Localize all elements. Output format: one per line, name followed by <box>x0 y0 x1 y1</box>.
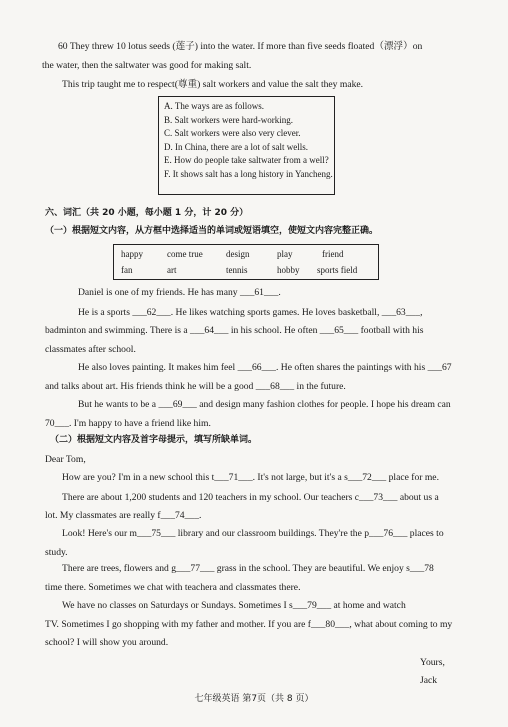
passage-line: classmates after school. <box>45 344 136 355</box>
reading-line-3: This trip taught me to respect(尊重) salt workers and value the salt they make. <box>62 79 364 90</box>
option-f: F. It shows salt has a long history in Yancheng. <box>164 168 333 179</box>
part2-instruction: （二）根据短文内容及首字母提示，填写所缺单词。 <box>50 435 258 445</box>
options-box <box>158 96 335 195</box>
letter-line: school? I will show you around. <box>45 637 169 648</box>
option-a: A. The ways are as follows. <box>164 101 265 111</box>
passage-line: He also loves painting. It makes him feel ___66___. He often shares the paintings with his ___67 <box>78 362 452 373</box>
letter-line: There are about 1,200 students and 120 teachers in my school. Our teachers c___73___ about us a <box>62 492 439 503</box>
letter-line: study. <box>45 547 68 558</box>
option-e: E. How do people take saltwater from a well? <box>164 155 329 166</box>
word-bank-item: friend <box>322 249 344 259</box>
word-bank <box>113 244 379 280</box>
letter-line: There are trees, flowers and g___77___ grass in the school. They are beautiful. We enjoy s___78 <box>62 563 434 574</box>
letter-line: How are you? I'm in a new school this t___71___. It's not large, but it's a s___72___ place for me. <box>62 472 439 483</box>
word-bank-item: play <box>277 249 293 259</box>
letter-closing: Yours, <box>420 657 445 668</box>
reading-line-2: the water, then the saltwater was good for making salt. <box>42 60 252 71</box>
letter-line: lot. My classmates are really f___74___. <box>45 510 202 521</box>
word-bank-item: come true <box>167 249 203 259</box>
passage-line: Daniel is one of my friends. He has many ___61___. <box>78 287 281 298</box>
letter-line: TV. Sometimes I go shopping with my father and mother. If you are f___80___, what about coming to my <box>45 619 453 630</box>
passage-line: But he wants to be a ___69___ and design many fashion clothes for people. I hope his dream can <box>78 399 451 410</box>
word-bank-item: tennis <box>226 265 248 275</box>
section-title: 六、词汇（共 20 小题，每小题 1 分，计 20 分） <box>45 208 249 218</box>
passage-line: badminton and swimming. There is a ___64___ in his school. He often ___65___ football with his <box>45 325 424 336</box>
letter-line: We have no classes on Saturdays or Sundays. Sometimes I s___79___ at home and watch <box>62 600 406 611</box>
part1-instruction: （一）根据短文内容，从方框中选择适当的单词或短语填空，使短文内容完整正确。 <box>45 226 379 236</box>
option-d: D. In China, there are a lot of salt wells. <box>164 141 308 152</box>
option-c: C. Salt workers were also very clever. <box>164 128 301 139</box>
word-bank-item: happy <box>121 249 143 259</box>
page-footer: 七年级英语 第7页（共 8 页） <box>194 694 314 704</box>
letter-line: time there. Sometimes we chat with teachera and classmates there. <box>45 582 301 593</box>
word-bank-item: fan <box>121 265 133 275</box>
letter-greeting: Dear Tom, <box>45 454 86 465</box>
reading-line-1: 60 They threw 10 lotus seeds (莲子) into the water. If more than five seeds floated（漂浮）on <box>58 41 423 52</box>
word-bank-item: art <box>167 265 177 275</box>
passage-line: 70___. I'm happy to have a friend like him. <box>45 418 211 429</box>
letter-signature: Jack <box>420 675 438 686</box>
option-b: B. Salt workers were hard-working. <box>164 114 293 125</box>
passage-line: and talks about art. His friends think he will be a good ___68___ in the future. <box>45 381 346 392</box>
word-bank-item: sports field <box>317 265 358 275</box>
passage-line: He is a sports ___62___. He likes watching sports games. He loves basketball, ___63___, <box>78 307 423 318</box>
word-bank-item: design <box>226 249 250 259</box>
letter-line: Look! Here's our m___75___ library and our classroom buildings. They're the p___76___ places to <box>62 528 444 539</box>
word-bank-item: hobby <box>277 265 300 275</box>
